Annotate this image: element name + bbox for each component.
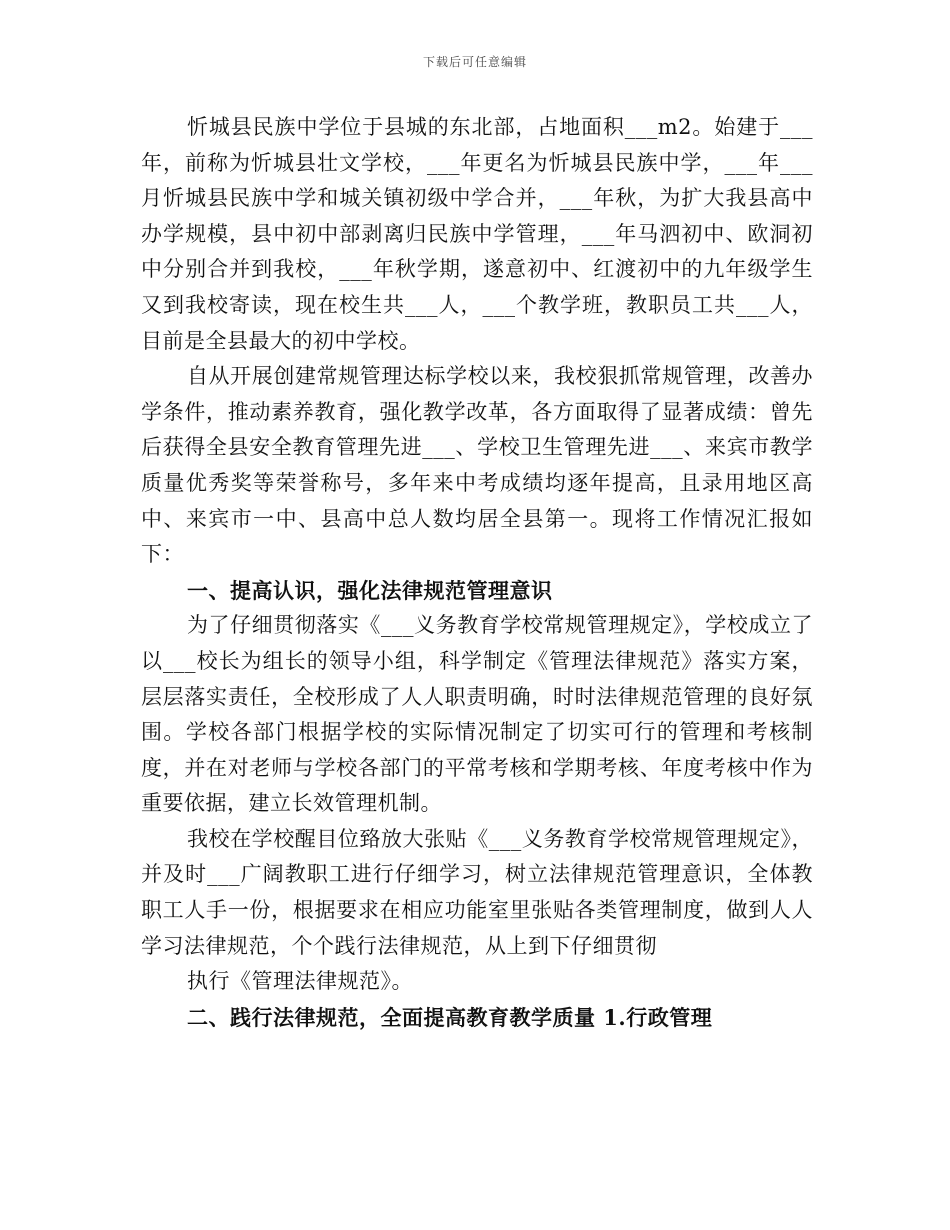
execute-paragraph: 执行《管理法律规范》。 [187,969,413,994]
intro-paragraph: 忻城县民族中学位于县城的东北部，占地面积___m2。始建于___年，前称为忻城县壮文学校，___年更名为忻城县民族中学，___年___月忻城县民族中学和城关镇初级中学合并，___年秋，为扩大我县高中办学规模，县中初中部剥离归民族中学管理，___年马泗初中、欧洞初中分别合并到我校，___年秋学期，遂意初中、红渡初中的九年级学生又到我校寄读，现在校生共___人，___个教学班，教职员工共___人，目前是全县最大的初中学校。 [141,115,813,353]
implementation-paragraph: 为了仔细贯彻落实《___义务教育学校常规管理规定》，学校成立了以___校长为组长的领导小组，科学制定《管理法律规范》落实方案，层层落实责任，全校形成了人人职责明确，时时法律规范管理的良好氛围。学校各部门根据学校的实际情况制定了切实可行的管理和考核制度，并在对老师与学校各部门的平常考核和学期考核、年度考核中作为重要依据，建立长效管理机制。 [141,613,813,816]
section-heading-2: 二、践行法律规范，全面提高教育教学质量 1.行政管理 [187,1004,713,1030]
achievement-paragraph: 自从开展创建常规管理达标学校以来，我校狠抓常规管理，改善办学条件，推动素养教育，强化教学改革，各方面取得了显著成绩：曾先后获得全县安全教育管理先进___、学校卫生管理先进___、来宾市教学质量优秀奖等荣誉称号，多年来中考成绩均逐年提高，且录用地区高中、来宾市一中、县高中总人数均居全县第一。现将工作情况汇报如下： [141,364,813,567]
download-note: 下载后可任意编辑 [422,55,527,69]
section-heading-1: 一、提高认识，强化法律规范管理意识 [187,577,553,603]
document-body [141,110,813,1035]
posting-paragraph: 我校在学校醒目位臵放大张贴《___义务教育学校常规管理规定》，并及时___广阔教职工进行仔细学习，树立法律规范管理意识，全体教职工人手一份，根据要求在相应功能室里张贴各类管理制度，做到人人学习法律规范，个个践行法律规范，从上到下仔细贯彻 [141,826,813,958]
